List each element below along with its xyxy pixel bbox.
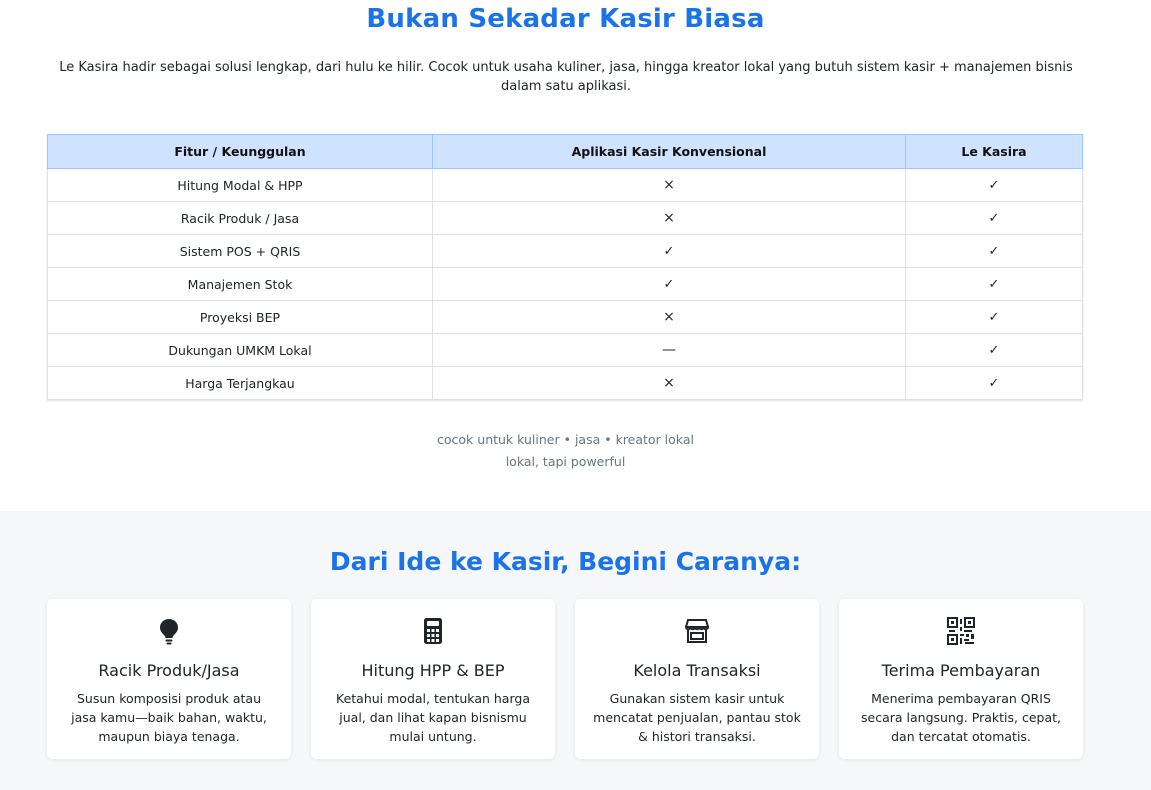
step-title: Terima Pembayaran <box>881 661 1041 680</box>
lekasira-status-cell: ✓ <box>906 301 1083 334</box>
table-row <box>48 334 1083 367</box>
comparison-description: Le Kasira hadir sebagai solusi lengkap, dari hulu ke hilir. Cocok untuk usaha kuliner, jasa, hingga kreator lokal yang butuh sistem kasir + manajemen bisnis dalam satu aplikasi. <box>59 60 1073 94</box>
conventional-status-cell: — <box>433 334 906 367</box>
step-description: Ketahui modal, tentukan harga jual, dan lihat kapan bisnismu mulai untung. <box>336 691 530 744</box>
header-conventional: Aplikasi Kasir Konvensional <box>433 135 906 169</box>
comparison-title: Bukan Sekadar Kasir Biasa <box>366 4 765 34</box>
table-row <box>48 268 1083 301</box>
feature-cell: Manajemen Stok <box>48 268 433 301</box>
table-row <box>48 301 1083 334</box>
feature-cell: Racik Produk / Jasa <box>48 202 433 235</box>
step-title: Racik Produk/Jasa <box>98 661 240 680</box>
tagline-powerful: lokal, tapi powerful <box>505 454 626 469</box>
feature-cell: Sistem POS + QRIS <box>48 235 433 268</box>
lekasira-status-cell: ✓ <box>906 268 1083 301</box>
conventional-status-cell: × <box>433 202 906 235</box>
step-title: Kelola Transaksi <box>633 661 761 680</box>
shop-icon <box>575 617 819 645</box>
header-feature: Fitur / Keunggulan <box>48 135 433 169</box>
table-row <box>48 235 1083 268</box>
step-description: Susun komposisi produk atau jasa kamu—baik bahan, waktu, maupun biaya tenaga. <box>71 691 267 744</box>
lekasira-status-cell: ✓ <box>906 202 1083 235</box>
lekasira-status-cell: ✓ <box>906 169 1083 202</box>
table-row <box>48 367 1083 400</box>
conventional-status-cell: ✓ <box>433 235 906 268</box>
table-row <box>48 169 1083 202</box>
lekasira-status-cell: ✓ <box>906 334 1083 367</box>
table-row <box>48 202 1083 235</box>
feature-cell: Harga Terjangkau <box>48 367 433 400</box>
header-lekasira: Le Kasira <box>906 135 1083 169</box>
step-card-terima <box>839 599 1083 759</box>
lekasira-status-cell: ✓ <box>906 367 1083 400</box>
step-card-hitung <box>311 599 555 759</box>
comparison-table <box>47 134 1083 400</box>
step-card-kelola <box>575 599 819 759</box>
feature-cell: Proyeksi BEP <box>48 301 433 334</box>
step-description: Gunakan sistem kasir untuk mencatat penjualan, pantau stok & histori transaksi. <box>593 691 801 744</box>
table-header-row <box>48 135 1083 169</box>
step-description: Menerima pembayaran QRIS secara langsung. Praktis, cepat, dan tercatat otomatis. <box>861 691 1061 744</box>
steps-title: Dari Ide ke Kasir, Begini Caranya: <box>329 547 802 576</box>
conventional-status-cell: × <box>433 367 906 400</box>
conventional-status-cell: ✓ <box>433 268 906 301</box>
step-card-racik <box>47 599 291 759</box>
lekasira-status-cell: ✓ <box>906 235 1083 268</box>
conventional-status-cell: × <box>433 301 906 334</box>
feature-cell: Dukungan UMKM Lokal <box>48 334 433 367</box>
steps-section <box>0 511 1151 790</box>
lightbulb-icon <box>47 617 291 645</box>
calculator-icon <box>311 617 555 645</box>
qr-code-icon <box>839 617 1083 645</box>
tagline-audience: cocok untuk kuliner • jasa • kreator lokal <box>437 432 694 447</box>
step-title: Hitung HPP & BEP <box>361 661 505 680</box>
feature-cell: Hitung Modal & HPP <box>48 169 433 202</box>
conventional-status-cell: × <box>433 169 906 202</box>
